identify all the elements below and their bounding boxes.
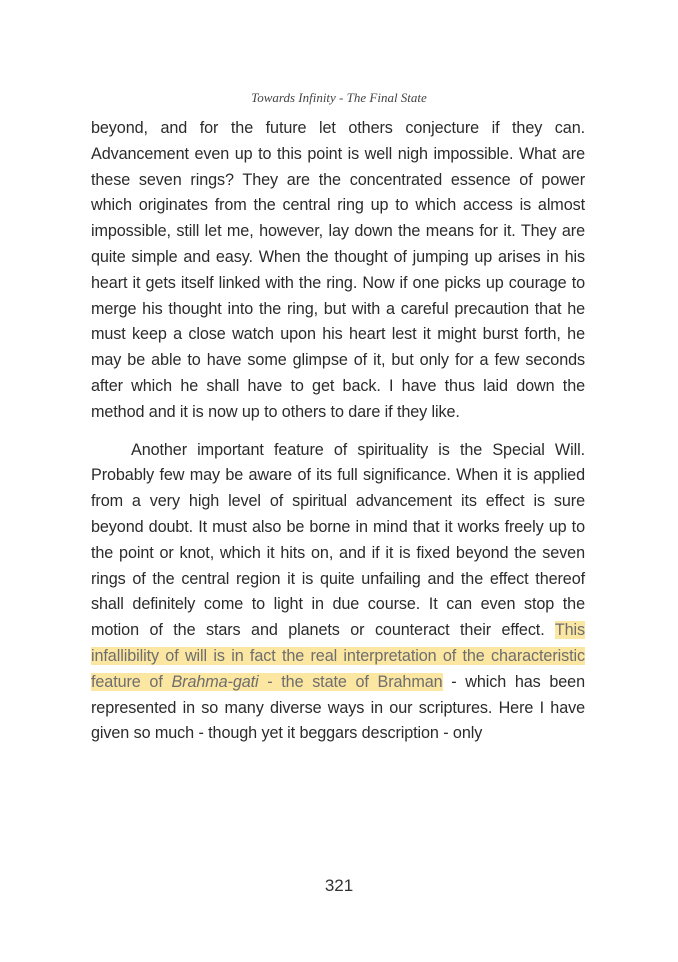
- highlight-text-1: This infallibility of will is in fact the real interpretation of the characteristic feature of: [91, 621, 585, 691]
- body-text: [91, 116, 585, 747]
- paragraph-2: [91, 438, 585, 748]
- paragraph-2-text-before: Another important feature of spirituality is the Special Will. Probably few may be aware of its full significance. When it is applied from a very high level of spiritual advancement its effect is sure beyond doubt. It must also be borne in mind that it works freely up to the point or knot, which it hits on, and if it is fixed beyond the seven rings of the central region it is quite unfailing and the effect thereof shall definitely come to light in due course. It can even stop the motion of the stars and planets or counteract their effect.: [91, 440, 585, 640]
- paragraph-1: beyond, and for the future let others conjecture if they can. Advancement even up to this point is well nigh impossible. What are these seven rings? They are the concentrated essence of power which originates from the central ring up to which access is almost impossible, still let me, however, lay down the means for it. They are quite simple and easy. When the thought of jumping up arises in his heart it gets itself linked with the ring. Now if one picks up courage to merge his thought into the ring, but with a careful precaution that he must keep a close watch upon his heart lest it might burst forth, he may be able to have some glimpse of it, but only for a few seconds after which he shall have to get back. I have thus laid down the method and it is now up to others to dare if they like.: [91, 119, 585, 421]
- highlight-text-2: - the state of Brahman: [258, 672, 443, 691]
- running-head: Towards Infinity - The Final State: [251, 90, 427, 105]
- paragraph-2-text-after: - which has been represented in so many diverse ways in our scriptures. Here I have given so much - though yet it beggars description - only: [91, 672, 585, 743]
- page-number: 321: [324, 876, 354, 895]
- highlight-italic-term: Brahma-gati: [171, 672, 259, 691]
